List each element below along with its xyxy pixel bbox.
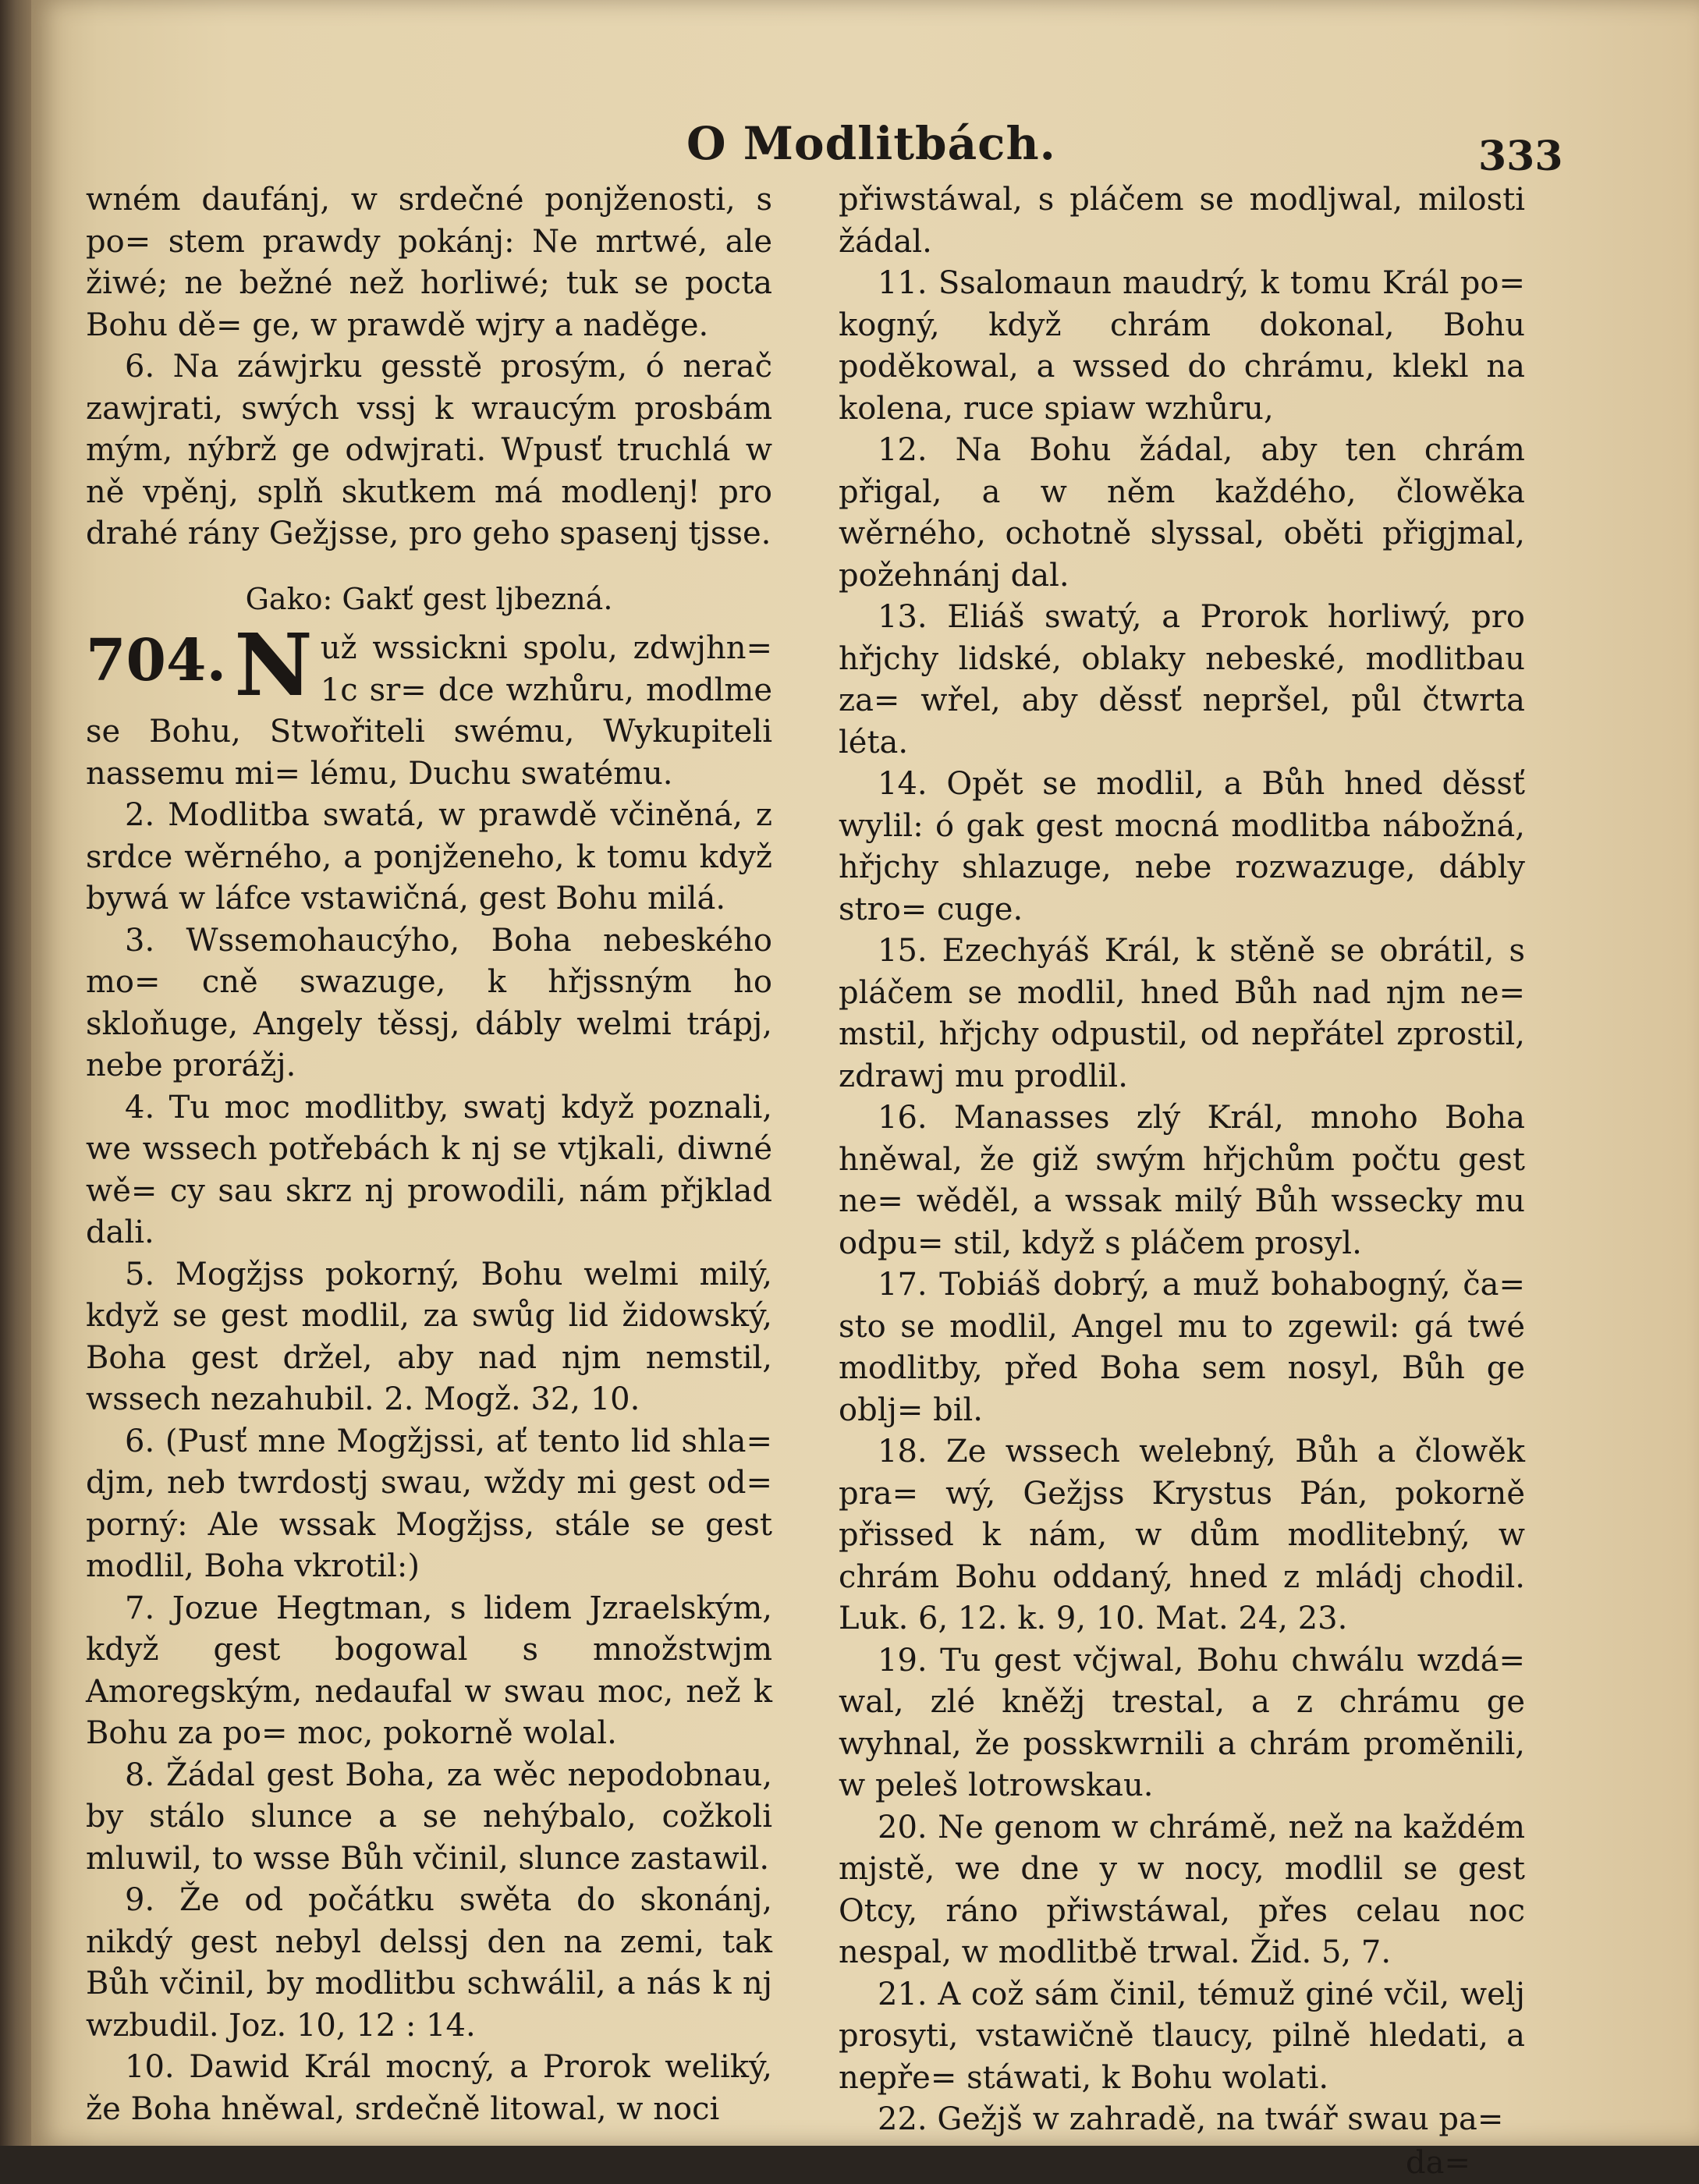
drop-cap: N [234,628,313,703]
verse-6: 6. (Pusť mne Mogžjssi, ať tento lid shla= djm, neb twrdostj swau, wždy mi gest od= porný: Ale wssak Mogžjss, stále se gest modlil, Boha vkrotil:) [86,1421,772,1588]
verse-10: 10. Dawid Král mocný, a Prorok weliký, že Boha hněwal, srdečně litowal, w noci [86,2047,772,2130]
hymn-number: 704. [86,631,226,690]
verse-17: 17. Tobiáš dobrý, a muž bohabogný, ča= sto se modlil, Angel mu to zgewil: gá twé modlitby, před Boha sem nosyl, Bůh ge oblj= bil. [839,1264,1525,1431]
page-number: 333 [1478,133,1563,180]
verse-12: 12. Na Bohu žádal, aby ten chrám přigal, a w něm každého, člowěka wěrného, ochotně slyssal, oběti přigjmal, požehnánj dal. [839,430,1525,597]
verse-16: 16. Manasses zlý Král, mnoho Boha hněwal, že giž swým hřjchům počtu gest ne= wěděl, a wssak milý Bůh wssecky mu odpu= stil, když s pláčem prosyl. [839,1097,1525,1264]
verse-11: 11. Ssalomaun maudrý, k tomu Král po= kogný, když chrám dokonal, Bohu poděkowal, a wssed do chrámu, klekl na kolena, ruce spiaw wzhůru, [839,263,1525,430]
verse-14: 14. Opět se modlil, a Bůh hned děssť wylil: ó gak gest mocná modlitba nábožná, hřjchy shlazuge, nebe rozwazuge, dábly stro= cuge. [839,764,1525,931]
right-column [839,179,1525,2067]
verse-21: 21. A což sám činil, témuž giné včil, welj prosyti, vstawičně tlaucy, pilně hledati, a nepře= stáwati, k Bohu wolati. [839,1974,1525,2100]
verse-20: 20. Ne genom w chrámě, než na každém mjstě, we dne y w nocy, modlil se gest Otcy, ráno přiwstáwal, přes celau noc nespal, w modlitbě trwal. Žid. 5, 7. [839,1807,1525,1974]
page-header [0,117,1699,179]
catchword: da= [839,2143,1525,2184]
hymn-704-opening [86,628,772,795]
verse-4: 4. Tu moc modlitby, swatj když poznali, we wssech potřebách k nj se vtjkali, diwné wě= cy sau skrz nj prowodili, nám přjklad dali. [86,1087,772,1254]
verse-7: 7. Jozue Hegtman, s lidem Jzraelským, když gest bogowal s množstwjm Amoregským, nedaufal w swau moc, než k Bohu za po= moc, pokorně wolal. [86,1588,772,1755]
verse-13: 13. Eliáš swatý, a Prorok horliwý, pro hřjchy lidské, oblaky nebeské, modlitbau za= wřel, aby děssť nepršel, půl čtwrta léta. [839,597,1525,764]
verse-22: 22. Gežjš w zahradě, na twář swau pa= [839,2099,1525,2141]
hymn-tune-indication: Gako: Gakť gest ljbezná. [86,579,772,621]
verse-5: 5. Mogžjss pokorný, Bohu welmi milý, když se gest modlil, za swůg lid židowský, Boha gest držel, aby nad njm nemstil, wssech nezahubil. 2. Mogž. 32, 10. [86,1254,772,1421]
verse-15: 15. Ezechyáš Král, k stěně se obrátil, s pláčem se modlil, hned Bůh nad njm ne= mstil, hřjchy odpustil, od nepřátel zprostil, zdrawj mu prodlil. [839,931,1525,1097]
verse-3: 3. Wssemohaucýho, Boha nebeského mo= cně swazuge, k hřjssným ho skloňuge, Angely těssj, dábly welmi trápj, nebe prorážj. [86,920,772,1087]
verse-19: 19. Tu gest včjwal, Bohu chwálu wzdá= wal, zlé kněžj trestal, a z chrámu ge wyhnal, že posskwrnili a chrám proměnili, w peleš lotrowskau. [839,1640,1525,1807]
hymn-first-verse: už wssickni spolu, zdwjhn= 1c sr= dce wzhůru, modlme se Bohu, Stwořiteli swému, Wykupiteli nassemu mi= lému, Duchu swatému. [86,630,772,792]
verse-9: 9. Že od počátku swěta do skonánj, nikdý gest nebyl delssj den na zemi, tak Bůh včinil, by modlitbu schwálil, a nás k nj wzbudil. Joz. 10, 12 : 14. [86,1880,772,2047]
book-gutter [0,0,31,2146]
verse-6-prev-hymn: 6. Na záwjrku gesstě prosým, ó nerač zawjrati, swých vssj k wraucým prosbám mým, nýbrž ge odwjrati. Wpusť truchlá w ně vpěnj, splň skutkem má modlenj! pro drahé rány Gežjsse, pro geho spasenj tjsse. [86,346,772,555]
left-column [86,179,772,2067]
verse-18: 18. Ze wssech welebný, Bůh a člowěk pra= wý, Gežjss Krystus Pán, pokorně přissed k nám, w dům modlitebný, w chrám Bohu oddaný, hned z mládj chodil. Luk. 6, 12. k. 9, 10. Mat. 24, 23. [839,1431,1525,1640]
running-title: O Modlitbách. [686,117,1061,170]
verse-continuation: wném daufánj, w srdečné ponjženosti, s po= stem prawdy pokánj: Ne mrtwé, ale žiwé; ne bežné než horliwé; tuk se pocta Bohu dě= ge, w prawdě wjry a naděge. [86,179,772,346]
verse-8: 8. Žádal gest Boha, za wěc nepodobnau, by stálo slunce a se nehýbalo, cožkoli mluwil, to wsse Bůh včinil, slunce zastawil. [86,1755,772,1881]
verse-2: 2. Modlitba swatá, w prawdě včiněná, z srdce wěrného, a ponjženeho, k tomu když bywá w láfce vstawičná, gest Bohu milá. [86,795,772,920]
verse-10-continuation: přiwstáwal, s pláčem se modljwal, milosti žádal. [839,179,1525,263]
